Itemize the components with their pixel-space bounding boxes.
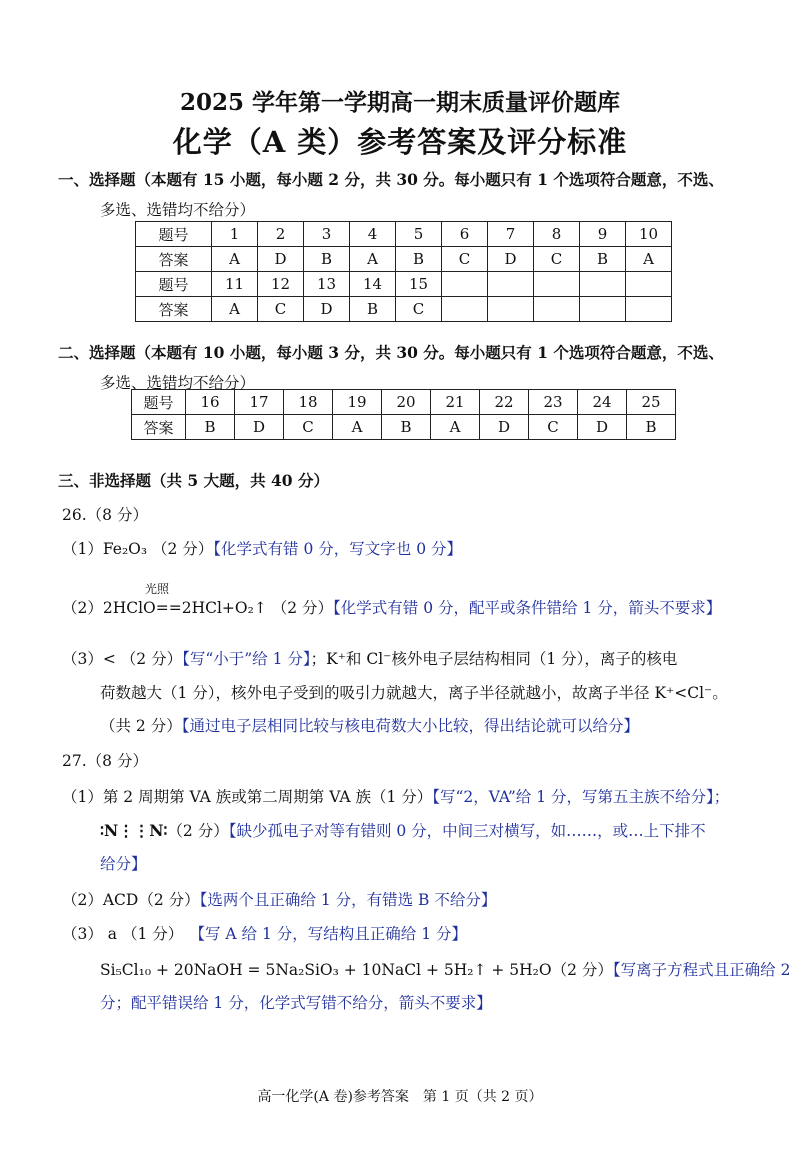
q16-25-cell: C [529,415,578,440]
q1-15-cell: C [396,297,442,322]
q1-15-cell: 12 [258,272,304,297]
q27-part2-note: 【选两个且正确给 1 分，有错选 B 不给分】 [199,891,497,909]
q16-25-row-header: 答案 [132,415,186,440]
q26-part3-line2: 荷数越大（1 分），核外电子受到的吸引力就越大，离子半径就越小，故离子半径 K⁺<Cl⁻。 [100,684,728,702]
q1-15-row [136,297,672,322]
q16-25-row [132,390,676,415]
q1-15-cell: A [626,247,672,272]
q1-15-cell: D [488,247,534,272]
q27-part3 [62,922,467,944]
section1-instructions [58,168,724,190]
q16-25-cell: 21 [431,390,480,415]
section2-instructions-line2: 多选、选错均不给分） [100,374,256,392]
q26-part2-answer: （2）2HClO==2HCl+O₂↑ （2 分） [62,599,334,617]
q1-15-cell [534,297,580,322]
q27-equation-note: 【写离子方程式且正确给 2 [612,961,791,979]
q16-25-cell: 17 [235,390,284,415]
q26-part3-line1 [62,647,677,669]
q1-15-cell: 6 [442,222,488,247]
q1-15-cell [442,297,488,322]
q26-part2-note: 【化学式有错 0 分，配平或条件错给 1 分，箭头不要求】 [333,599,722,617]
q1-15-row-header: 答案 [136,247,212,272]
q16-25-cell: D [480,415,529,440]
q27-part1b-note: 【缺少孤电子对等有错则 0 分，中间三对横写，如……，或…上下排不 [228,822,706,840]
nitrogen-electron-formula: ∶N⋮⋮N∶ [100,821,168,840]
q26-part2 [62,596,721,618]
q1-15-cell: B [350,297,396,322]
q1-15-row-header: 题号 [136,272,212,297]
q1-15-cell [626,297,672,322]
q26-part3-answer: （3）< （2 分） [62,650,183,668]
q1-15-cell: 2 [258,222,304,247]
q1-15-row [136,272,672,297]
q1-15-cell: A [212,247,258,272]
section3-heading: 三、非选择题（共 5 大题，共 40 分） [58,471,329,490]
page-footer: 高一化学(A 卷)参考答案 第 1 页（共 2 页） [257,1089,543,1105]
q16-25-cell: 22 [480,390,529,415]
q1-15-row-header: 题号 [136,222,212,247]
q1-15-cell [580,297,626,322]
q1-15-cell: 10 [626,222,672,247]
q1-15-cell [580,272,626,297]
q26-part1 [62,537,462,559]
section1-instructions-line2: 多选、选错均不给分） [100,201,256,219]
q1-15-cell [442,272,488,297]
q16-25-cell: A [333,415,382,440]
q1-15-cell [488,272,534,297]
q16-25-cell: 25 [627,390,676,415]
q16-25-cell: C [284,415,333,440]
q1-15-cell: D [258,247,304,272]
q27-heading: 27.（8 分） [62,752,148,770]
q1-15-cell: 14 [350,272,396,297]
q1-15-cell: D [304,297,350,322]
q1-15-cell: B [580,247,626,272]
q26-part3-total-note: 【通过电子层相同比较与核电荷数大小比较，得出结论就可以给分】 [181,717,639,735]
q16-25-cell: 16 [186,390,235,415]
q1-15-cell: 9 [580,222,626,247]
q1-15-cell: 3 [304,222,350,247]
q16-25-cell: 20 [382,390,431,415]
q27-part1-note: 【写“2，VA”给 1 分，写第五主族不给分】； [432,788,730,806]
q1-15-cell: A [350,247,396,272]
q16-25-cell: B [627,415,676,440]
q16-25-cell: A [431,415,480,440]
q1-15-cell: 13 [304,272,350,297]
q1-15-cell: 5 [396,222,442,247]
q26-part3-total: （共 2 分） [100,717,182,735]
q1-15-cell: A [212,297,258,322]
q26-part1-note: 【化学式有错 0 分，写文字也 0 分】 [213,540,462,558]
q1-15-cell: 11 [212,272,258,297]
q26-part3-note: 【写“小于”给 1 分】 [182,650,311,668]
q1-15-row-header: 答案 [136,297,212,322]
q1-15-cell: 8 [534,222,580,247]
q26-part3-line3 [100,714,639,736]
q16-25-cell: 23 [529,390,578,415]
q1-15-cell: 15 [396,272,442,297]
q27-part3-note: 【写 A 给 1 分，写结构且正确给 1 分】 [197,925,467,943]
q27-part1b-score: （2 分） [167,822,229,840]
q16-25-cell: B [382,415,431,440]
q16-25-cell: 18 [284,390,333,415]
q1-15-cell: C [442,247,488,272]
answer-key-title: 化学（A 类）参考答案及评分标准 [172,125,628,159]
q1-15-cell [488,297,534,322]
q27-part3-answer: （3） a （1 分） [62,925,184,943]
q27-part3-equation [100,958,790,980]
q26-heading: 26.（8 分） [62,506,148,524]
section2-line1: 二、选择题（本题有 10 小题，每小题 3 分，共 30 分。每小题只有 1 个选项符合题意，不选、 [58,343,724,362]
q1-15-row [136,247,672,272]
q1-15-cell: C [534,247,580,272]
q26-part3-explain: ；K⁺和 Cl⁻核外电子层结构相同（1 分），离子的核电 [310,650,678,668]
q16-25-cell: 24 [578,390,627,415]
section2-answer-table [131,389,676,440]
q1-15-cell: 1 [212,222,258,247]
q1-15-cell [626,272,672,297]
q1-15-cell: B [304,247,350,272]
q16-25-row-header: 题号 [132,390,186,415]
section2-instructions [58,341,724,363]
section1-line1: 一、选择题（本题有 15 小题，每小题 2 分，共 30 分。每小题只有 1 个选项符合题意，不选、 [58,170,724,189]
q1-15-cell: B [396,247,442,272]
q16-25-cell: B [186,415,235,440]
q1-15-cell: 7 [488,222,534,247]
q27-part1 [62,785,729,807]
q26-part1-answer: （1）Fe₂O₃ （2 分） [62,540,214,558]
q27-part1b-note-cont: 给分】 [100,855,147,873]
q16-25-cell: D [578,415,627,440]
q16-25-row [132,415,676,440]
q16-25-cell: D [235,415,284,440]
q16-25-cell: 19 [333,390,382,415]
q27-equation: Si₅Cl₁₀ + 20NaOH = 5Na₂SiO₃ + 10NaCl + 5H₂↑ + 5H₂O（2 分） [100,961,613,979]
q27-equation-note-cont: 分；配平错误给 1 分，化学式写错不给分，箭头不要求】 [100,994,492,1012]
q1-15-cell: 4 [350,222,396,247]
q1-15-cell: C [258,297,304,322]
section1-answer-table [135,221,672,322]
q27-part1-answer: （1）第 2 周期第 VA 族或第二周期第 VA 族（1 分） [62,788,433,806]
q1-15-row [136,222,672,247]
q26-part2-condition: 光照 [145,582,170,596]
q27-part2 [62,888,496,910]
q27-part2-answer: （2）ACD（2 分） [62,891,200,909]
exam-title: 2025 学年第一学期高一期末质量评价题库 [179,89,621,116]
q1-15-cell [534,272,580,297]
q27-part1b [100,819,706,841]
